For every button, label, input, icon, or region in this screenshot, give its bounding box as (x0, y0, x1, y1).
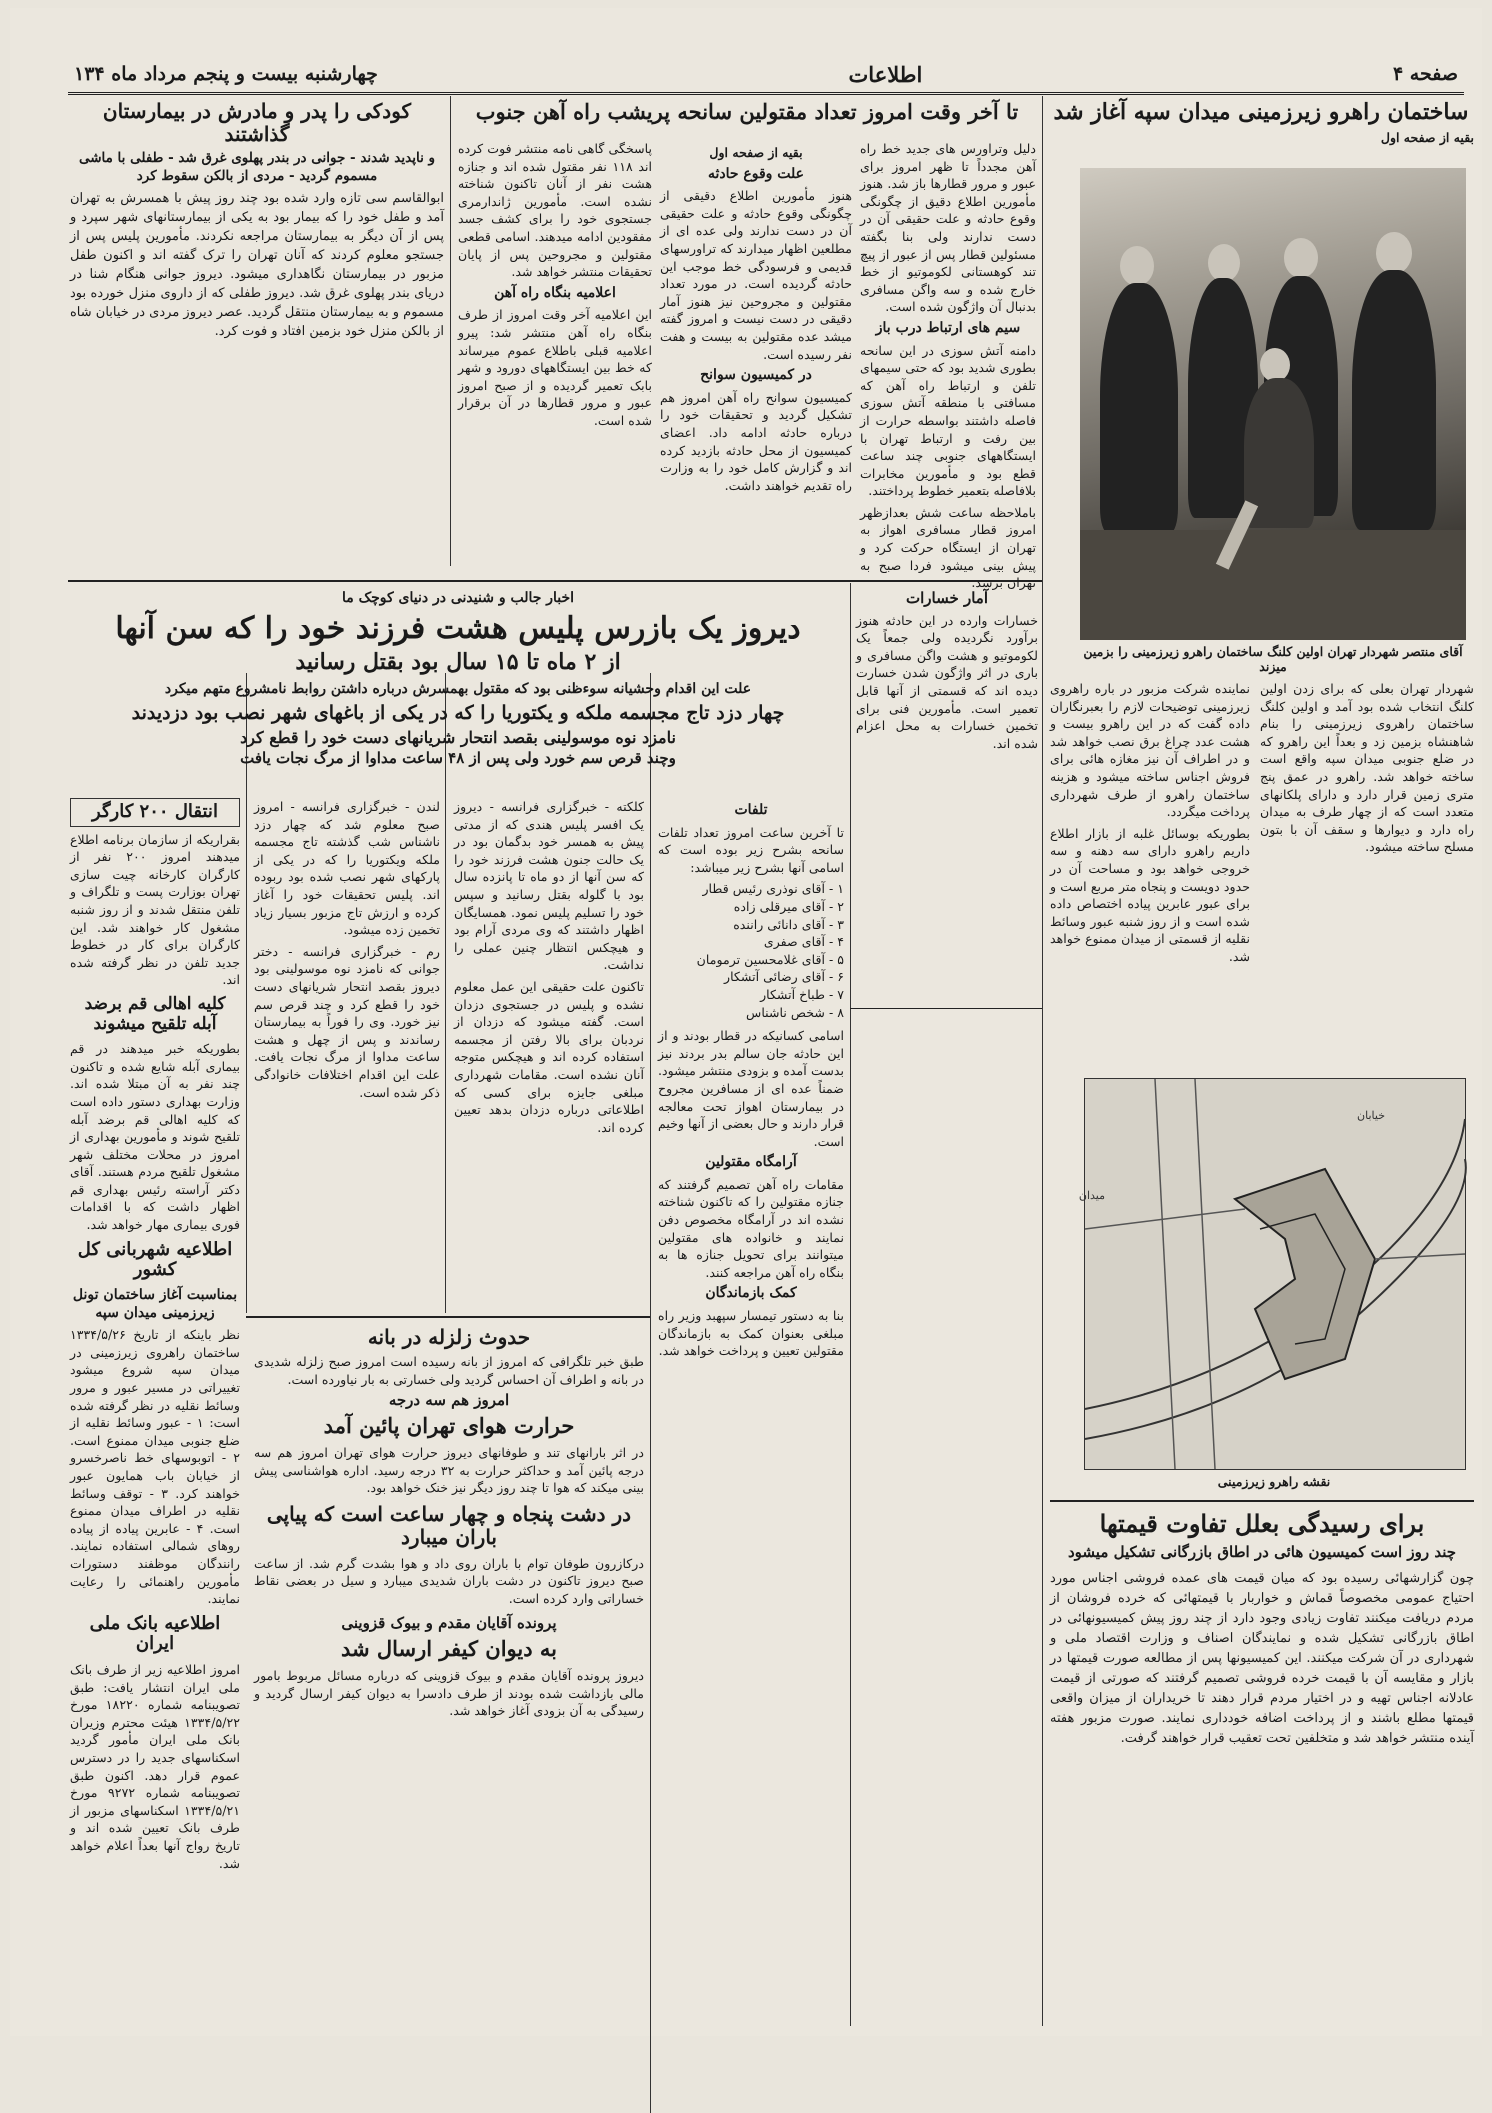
train-para-g: کمیسیون سوانح راه آهن امروز هم تشکیل گردید و تحقیقات خود را درباره حادثه ادامه داد. اعضای کمیسیون از محل حادثه بازدید کرده اند و گزارش کامل خود را به وزارت راه تقدیم خواهند داشت. (660, 389, 852, 493)
burial-body: مقامات راه آهن تصمیم گرفتند که جنازه مقتولین را که تاکنون شناخته نشده اند در آرامگاه مخصوص دفن نمایند و خانواده های مقتولین میتوانند برای تحویل جنازه ها به بنگاه راه آهن مراجعه کنند. (658, 1176, 844, 1280)
left-column (70, 798, 240, 2018)
victims-heading: تلفات (734, 802, 768, 818)
subway-text-right (1260, 680, 1474, 1070)
newspaper-name: اطلاعات (848, 61, 923, 87)
bank-headline: اطلاعیه بانک ملی ایران (89, 1612, 221, 1655)
aid-heading: کمک بازماندگان (705, 1285, 797, 1302)
aid-body: بنا به دستور تیمسار سپهبد وزیر راه مبلغی بعنوان کمک به بازماندگان مقتولین تعیین و پرداخت خواهد شد. (658, 1308, 844, 1359)
rain-body: درکازرون طوفان توام با باران روی داد و هوا بشدت گرم شد. از ساعت صبح دیروز تاکنون در دشت باران شدیدی میبارد و سیل در بعضی نقاط خساراتی وارد کرده است. (254, 1555, 644, 1606)
prices-headline: برای رسیدگی بعلل تفاوت قیمتها (1099, 1509, 1425, 1538)
quake-headline: حدوث زلزله در بانه (367, 1325, 531, 1349)
train-col-1 (860, 140, 1036, 591)
police-body-4: تاکنون علت حقیقی این عمل معلوم نشده و پلیس در جستجوی دزدان است. گفته میشود که دزدان از نردبان برای بالا رفتن از مجسمه استفاده کرده اند و هیچکس متوجه آنان نشده است. مقامات شهرداری مبلغی جایزه برای کسی که اطلاعاتی درباره دزدان بدهد تعیین کرده اند. (454, 978, 644, 1135)
victim-item: ۴ - آقای صفری (763, 934, 844, 950)
police-notice-subhead: بمناسبت آغاز ساختمان تونل زیرزمینی میدان سپه (72, 1287, 238, 1321)
police-body-1: کلکته - خبرگزاری فرانسه - دیروز یک افسر پلیس هندی که از مدتی پیش به همسر خود بدگمان بود در یک حالت جنون هشت فرزند خود را که سن آنها از دو ماه تا پانزده سال بود با گلوله بقتل رسانید و سپس خود را تسلیم پلیس نمود. همسایگان اظهار داشتند که وی مردی آرام بود و هیچکس انتظار چنین عملی را نداشت. (454, 799, 644, 973)
prices-body: چون گزارشهائی رسیده بود که میان قیمت های عمده فروشی اجناس مورد احتیاج عمومی مخصوصاً قماش و خواربار با قیمتهائی که خرده فروشان از مردم دریافت میکنند تفاوت زیادی وجود دارد از چند روز پیش کمیسیونهائی در اطاق بازرگانی تشکیل شده و نمایندگان اصناف و وزارت اقتصاد ملی و شهرداری در آن شرکت میکنند. این کمیسیونها پس از مطالعه صورت قیمتها در بازار و مقایسه آن با قیمت خرده فروشی تصمیم گرفتند که صورتی از قیمت عادلانه اجناس تهیه و در اختیار مردم قرار دهند تا خریداران از میزان واقعی قیمتها مطلع باشند و از پرداخت اضافه خودداری نمایند. صورت مزبور هفته آینده منتشر خواهد شد و متخلفین تحت تعقیب قرار خواهند گرفت. (1050, 1571, 1474, 1747)
case-body: دیروز پرونده آقایان مقدم و بیوک قزوینی که درباره مسائل مربوط بامور مالی بازداشت شده بودند از طرف دادسرا به دیوان کیفر ارسال گردید و رسیدگی به آن بزودی آغاز خواهد شد. (254, 1668, 644, 1719)
svg-text:میدان: میدان (1078, 1189, 1105, 1202)
case-kicker: پرونده آقایان مقدم و بیوک قزوینی (341, 1614, 557, 1633)
page-number: صفحه ۴ (1392, 63, 1458, 85)
train-headline: تا آخر وقت امروز تعداد مقتولین سانحه پریشب راه آهن جنوب (475, 99, 1019, 124)
weather-body: در اثر بارانهای تند و طوفانهای دیروز حرارت هوای تهران امروز هم سه درجه پائین آمد و حداکثر حرارت به ۳۲ درجه رسید. اداره هواشناسی پیش بینی میکند که هوا تا چند روز دیگر نیز خنک خواهد بود. (254, 1444, 644, 1496)
police-deck-3: نامزد نوه موسولینی بقصد انتحار شریانهای دست خود را قطع کرد (240, 727, 676, 747)
weather-headline: حرارت هوای تهران پائین آمد (323, 1412, 575, 1438)
train-col-2 (660, 140, 852, 570)
train-continued: بقیه از صفحه اول (709, 145, 803, 160)
victims-column (658, 798, 844, 2023)
damage-headline: آمار خسارات (906, 589, 988, 607)
quake-weather-block (254, 1322, 644, 2022)
police-kicker: اخبار جالب و شنیدنی در دنیای کوچک ما (341, 590, 575, 606)
police-deck-1: علت این اقدام وحشیانه سوءظنی بود که مقتول بهمسرش درباره داشتن روابط نامشروع متهم میکرد (164, 681, 752, 698)
vaccine-headline: کلیه اهالی قم برضد آبله تلقیح میشوند (84, 994, 226, 1034)
tunnel-map (1078, 1078, 1466, 1470)
parents-body: ابوالقاسم سی تازه وارد شده بود چند روز پیش با همسرش به تهران آمد و طفل خود را که بیمار بود به یکی از بیمارستانهای شهر سپرد و پس از آن دیگر به بیمارستان مراجعه نکردند. مأمورین پلیس پس از جستجو معلوم کردند که آنان تهران را ترک گفته اند و اکنون طفل مزبور در بیمارستان نگاهداری میشود. دیروز جوانی هنگام شنا در دریای بندر پهلوی غرق شد. دیروز طفلی که از داروی منزل خورده بود مسموم و به بیمارستان منتقل گردید. عصر دیروز مردی در خیابان شاه از بالکن منزل خود بزمین افتاد و فوت کرد. (70, 191, 445, 340)
map-caption: نقشه راهرو زیرزمینی (1217, 1474, 1331, 1489)
train-para-b: دامنه آتش سوزی در این سانحه بطوری شدید بود که حتی سیمهای تلفن و ارتباط راه آهن که مسافتی با منطقه آتش سوزی فاصله داشتند بواسطه حرارت از بین رفت و ارتباط تهران با ایستگاههای جنوبی چند ساعت قطع بود و مأمورین مخابرات بلافاصله بتعمیر خطوط پرداختند. (860, 342, 1036, 499)
ceremony-photo (1080, 168, 1466, 640)
victim-item: ۲ - آقای میرقلی زاده (733, 898, 844, 914)
train-causes-heading: علت وقوع حادثه (707, 165, 805, 182)
train-para-e: پاسخگی گاهی نامه منتشر فوت کرده اند ۱۱۸ نفر مقتول شده اند و جنازه هشت نفر از آنان تاکنون شناخته نشده است. مأمورین ژاندارمری جستجوی خود را برای کشف جسد مفقودین ادامه میدهند. اسامی قطعی مقتولین و مجروحین پس از پایان تحقیقات منتشر خواهد شد. (458, 141, 652, 280)
victim-item: ۸ - شخص ناشناس (745, 1004, 844, 1020)
damage-column (856, 586, 1038, 2021)
bank-body: امروز اطلاعیه زیر از طرف بانک ملی ایران انتشار یافت: طبق تصویبنامه شماره ۱۸۲۲۰ مورخ ۱۳۳۴/۵/۲۲ هیئت محترم وزیران بانک ملی ایران مأمور گردید اسکناسهای جدید را در دسترس عموم قرار دهد. اکنون طبق تصویبنامه شماره ۹۲۷۲ مورخ ۱۳۳۴/۵/۲۱ اسکناسهای مزبور از طرف بانک تعیین شده اند و تاریخ رواج آنها بعداً اعلام خواهد شد. (70, 1662, 240, 1871)
rain-headline: در دشت پنجاه و چهار ساعت است که پیاپی باران میبارد (266, 1501, 632, 1549)
victim-item: ۶ - آقای رضائی آتشکار (724, 969, 844, 985)
police-col-2 (254, 798, 440, 1313)
photo-caption: آقای منتصر شهردار تهران اولین کلنگ ساختمان راهرو زیرزمینی را بزمین میزند (1083, 644, 1463, 674)
police-col-1 (454, 798, 644, 1313)
victims-body-2: اسامی کسانیکه در قطار بودند و از این حادثه جان سالم بدر بردند نیز بدست آمده و بزودی منتشر میشود. ضمناً عده ای از مسافرین مجروح در بیمارستان اهواز تحت معالجه قرار دارند و حال بعضی از آنها وخیم است. (657, 1028, 844, 1149)
victim-item: ۵ - آقای غلامحسین ترمومان (696, 951, 844, 967)
police-headline-block (70, 586, 846, 786)
quake-body: طبق خبر تلگرافی که امروز از بانه رسیده است امروز صبح زلزله شدیدی در بانه و اطراف آن احساس گردید ولی خسارتی به بار نیاورده است. (254, 1354, 644, 1387)
police-notice-body: نظر باینکه از تاریخ ۱۳۳۴/۵/۲۶ ساختمان راهروی زیرزمینی در میدان سپه شروع میشود تغییراتی در مسیر عبور و مرور وسائط نقلیه در نظر گرفته شده است: ۱ - عبور وسائط نقلیه از ضلع جنوبی میدان ممنوع است. ۲ - اتوبوسهای خط ناصرخسرو از خیابان باب همایون عبور خواهند کرد. ۳ - توقف وسائط نقلیه در اطراف میدان ممنوع است. ۴ - عابرین پیاده از پیاده روهای شمالی استفاده نمایند. رانندگان موظفند دستورات مأمورین راهنمائی را رعایت نمایند. (70, 1327, 240, 1607)
victim-item: ۱ - آقای نوذری رئیس قطار (702, 881, 844, 897)
subway-paragraph-2: نماینده شرکت مزبور در باره راهروی زیرزمینی توضیحات لازم را بعبرنگاران داده گفت که در این راهرو بیست و هشت عدد چراغ برق نصب خواهد شد و در اطراف آن نیز مغازه هائی برای فروش اجناس ساخته میشود و هزینه ساختمان راهرو از طرف شهرداری پرداخت میگردد. (1050, 681, 1250, 820)
issue-date: چهارشنبه بیست و پنجم مرداد ماه ۱۳۴ (74, 63, 378, 85)
subway-headline: ساختمان راهرو زیرزمینی میدان سپه آغاز شد (1053, 99, 1469, 125)
train-para-a: دلیل وتراورس های جدید خط راه آهن مجدداً تا ظهر امروز برای عبور و مرور قطارها باز شد. هنوز مأمورین اطلاع دقیق از چگونگی وقوع حادثه و علت حقیقی آن در دست ندارند ولی بنا بگفته مسئولین قطار پس از عبور از پیچ تند کوهستانی لکوموتیو از خط خارج شده و سه واگن مسافری بدنبال آن واژگون شده است. (860, 141, 1036, 315)
vaccine-body: بطوریکه خبر میدهند در قم بیماری آبله شایع شده و تاکنون چند نفر به آن مبتلا شده اند. وزارت بهداری دستور داده است که کلیه اهالی قم برضد آبله تلقیح شوند و مأمورین بهداری از امروز در محلات مختلف شهر مشغول تلقیح مردم هستند. آقای دکتر آراسته رئیس بهداری قم اظهار داشت که با اقدامات فوری بیماری مهار خواهد شد. (70, 1041, 240, 1233)
train-col-3 (458, 140, 652, 570)
subway-text-left (1050, 680, 1250, 1070)
police-body-2: لندن - خبرگزاری فرانسه - امروز صبح معلوم شد که چهار دزد ناشناس شب گذشته تاج مجسمه ملکه ویکتوریا را که در یکی از پارکهای شهر نصب شده بود ربوده اند. پلیس تحقیقات خود را آغاز کرده و ارزش تاج مزبور بسیار زیاد تخمین زده میشود. (254, 799, 440, 938)
police-headline-2: از ۲ ماه تا ۱۵ سال بود بقتل رسانید (295, 649, 621, 676)
subway-paragraph-3: بطوریکه بوسائل غلبه از بازار اطلاع داریم راهرو دارای سه دهنه و سه خروجی خواهد بود و مساحت آن در حدود دویست و پنجاه متر مربع است و برای عبور عابرین پیاده اختصاص داده شده است و از روز شنبه عبور وسائط نقلیه از قسمتی از میدان ممنوع خواهد شد. (1050, 825, 1250, 964)
victims-list (658, 880, 844, 1021)
victim-item: ۷ - طباخ آتشکار (760, 986, 844, 1002)
police-deck-4: وچند قرص سم خورد ولی پس از ۴۸ ساعت مداوا از مرگ نجات یافت (240, 749, 676, 768)
damage-body: خسارات وارده در این حادثه هنوز برآورد نگردیده ولی جمعاً یک لکوموتیو و هشت واگن مسافری و باری در اثر واژگون شدن خسارت دیده اند که قسمتی از آنها قابل تعمیر است. مأمورین فنی برای تخمین خسارات به محل اعزام شده اند. (856, 612, 1038, 751)
victim-item: ۳ - آقای دانائی راننده (733, 916, 844, 932)
subway-continued: بقیه از صفحه اول (1380, 130, 1474, 146)
parents-subhead: و ناپدید شدند - جوانی در بندر پهلوی غرق شد - طفلی با ماشی مسموم گردید - مردی از بالکن سقوط کرد (78, 150, 436, 184)
subway-paragraph-1: شهردار تهران بعلی که برای زدن اولین کلنگ انتخاب شده بود آمد و اولین کلنگ ساختمان راهروی زیرزمینی را بنام شاهنشاه بزمین زد و بعداً این راهرو که در ضلع جنوبی میدان سپه واقع است ساخته خواهد شد. راهرو در عمق پنج متری زمین قرار دارد و دارای پلکانهای متعدد است که از چهار طرف به میدان راه دارد و دیوارها و سقف آن با بتون مسلح ساخته میشود. (1260, 681, 1474, 855)
prices-subhead: چند روز است کمیسیون هائی در اطاق بازرگانی تشکیل میشود (1068, 1542, 1456, 1561)
page-header (68, 56, 1464, 95)
train-commission-heading: در کمیسیون سوانح (700, 367, 812, 384)
burial-heading: آرامگاه مقتولین (705, 1154, 797, 1171)
police-headline: دیروز یک بازرس پلیس هشت فرزند خود را که سن آنها (115, 610, 801, 646)
train-para-d: هنوز مأمورین اطلاع دقیقی از چگونگی وقوع حادثه و علت حقیقی آن در دست ندارند ولی عده ای از مطلعین اظهار میدارند که تراورسهای قدیمی و فرسودگی خط موجب این حادثه گردیده است. در مورد تعداد مقتولین و مجروحین نیز هنوز آمار دقیقی در دست نیست و امروز گفته میشد عده مقتولین به بیست و هفت نفر رسیده است. (660, 188, 852, 362)
prices-article (1050, 1508, 1474, 2028)
victims-intro: تا آخرین ساعت امروز تعداد تلفات سانحه بشرح زیر بوده است که اسامی آنها بشرح زیر میباشد: (658, 824, 844, 875)
train-para-f: این اعلامیه آخر وقت امروز از طرف بنگاه راه آهن منتشر شد: پیرو اعلامیه قبلی باطلاع عموم میرساند که خط بین ایستگاههای دورود و شهر بابک تعمیر گردیده و از صبح امروز عبور و مرور قطارها در آن برقرار شده است. (458, 307, 652, 428)
train-notice-heading: اعلامیه بنگاه راه آهن (494, 284, 616, 301)
svg-text:خیابان: خیابان (1357, 1109, 1385, 1122)
train-para-c: باملاحظه ساعت شش بعدازظهر امروز قطار مسافری اهواز به تهران از ایستگاه حرکت کرد و پیش بینی میشود فردا صبح به تهران برسد. (860, 504, 1036, 591)
newspaper-page (10, 8, 1482, 2036)
weather-kicker: امروز هم سه درجه (388, 1391, 510, 1410)
police-deck-2: چهار دزد تاج مجسمه ملکه و یکتوریا را که در یکی از باغهای شهر نصب بود دزدیدند (131, 701, 785, 724)
train-telegraph-heading: سیم های ارتباط درب باز (875, 319, 1021, 336)
case-headline: به دیوان کیفر ارسال شد (340, 1636, 558, 1662)
parents-article (70, 100, 444, 570)
police-notice-headline: اطلاعیه شهربانی کل کشور (77, 1238, 233, 1281)
transfer-headline: انتقال ۲۰۰ کارگر (70, 798, 240, 827)
police-body-3: رم - خبرگزاری فرانسه - دختر جوانی که نامزد نوه موسولینی بود دیروز بقصد انتحار شریانهای دست خود را قطع کرد و چند قرص سم نیز خورد. وی را فوراً به بیمارستان رساندند و پس از چهل و هشت ساعت مداوا از مرگ نجات یافت. علت این اقدام اختلافات خانوادگی ذکر شده است. (254, 943, 440, 1100)
parents-headline: کودکی را پدر و مادرش در بیمارستان گذاشتند (102, 99, 412, 146)
transfer-body: بقراریکه از سازمان برنامه اطلاع میدهند امروز ۲۰۰ نفر از کارگران کارخانه چیت سازی تهران بوزارت پست و تلگراف و تلفن منتقل شدند و از روز شنبه مشغول کار خواهند شد. این کارگران برای کار در خطوط جدید تلفن در نظر گرفته شده اند. (70, 831, 240, 988)
